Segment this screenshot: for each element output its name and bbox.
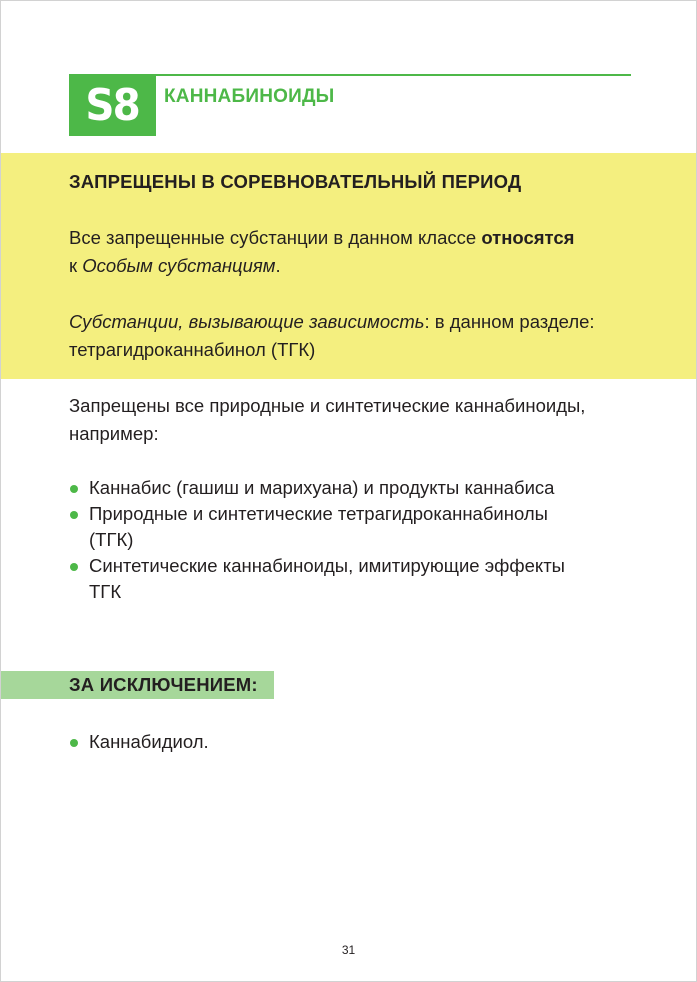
special-substances-paragraph [69,224,649,280]
bullet-icon [70,739,78,747]
list-item-text: Каннабис (гашиш и марихуана) и продукты каннабиса [89,477,555,498]
list-item [69,553,629,605]
section-code: S8 [85,80,140,131]
bullet-icon [70,563,78,571]
list-item-text: Природные и синтетические тетрагидроканнабинолы [89,503,548,524]
page-number: 31 [341,943,356,957]
intro-paragraph [69,392,649,448]
examples-list [69,475,629,605]
p1-text-2: к [69,255,83,276]
list-item-text-cont: ТГК [89,581,122,602]
p2-text-2: тетрагидроканнабинол (ТГК) [69,339,316,360]
p1-italic: Особым субстанциям [82,255,276,276]
exceptions-list [69,729,629,755]
exceptions-heading: ЗА ИСКЛЮЧЕНИЕМ: [69,674,258,695]
p2-text-1: : в данном разделе: [424,311,595,332]
section-header [69,74,631,136]
prohibited-heading: ЗАПРЕЩЕНЫ В СОРЕВНОВАТЕЛЬНЫЙ ПЕРИОД [69,171,522,192]
bullet-icon [70,485,78,493]
bullet-icon [70,511,78,519]
section-title: КАННАБИНОИДЫ [164,86,335,107]
p1-bold: относятся [481,227,575,248]
list-item [69,475,629,501]
list-item [69,729,629,755]
p1-text-1: Все запрещенные субстанции в данном классе [69,227,482,248]
list-item-text: Синтетические каннабиноиды, имитирующие эффекты [89,555,565,576]
intro-line-2: например: [69,423,159,444]
p2-italic: Субстанции, вызывающие зависимость [69,311,425,332]
abuse-substances-paragraph [69,308,649,364]
intro-line-1: Запрещены все природные и синтетические каннабиноиды, [69,395,586,416]
section-code-badge [69,76,156,136]
list-item-text-cont: (ТГК) [89,529,134,550]
list-item-text: Каннабидиол. [89,731,209,752]
list-item [69,501,629,553]
p1-end: . [275,255,281,276]
